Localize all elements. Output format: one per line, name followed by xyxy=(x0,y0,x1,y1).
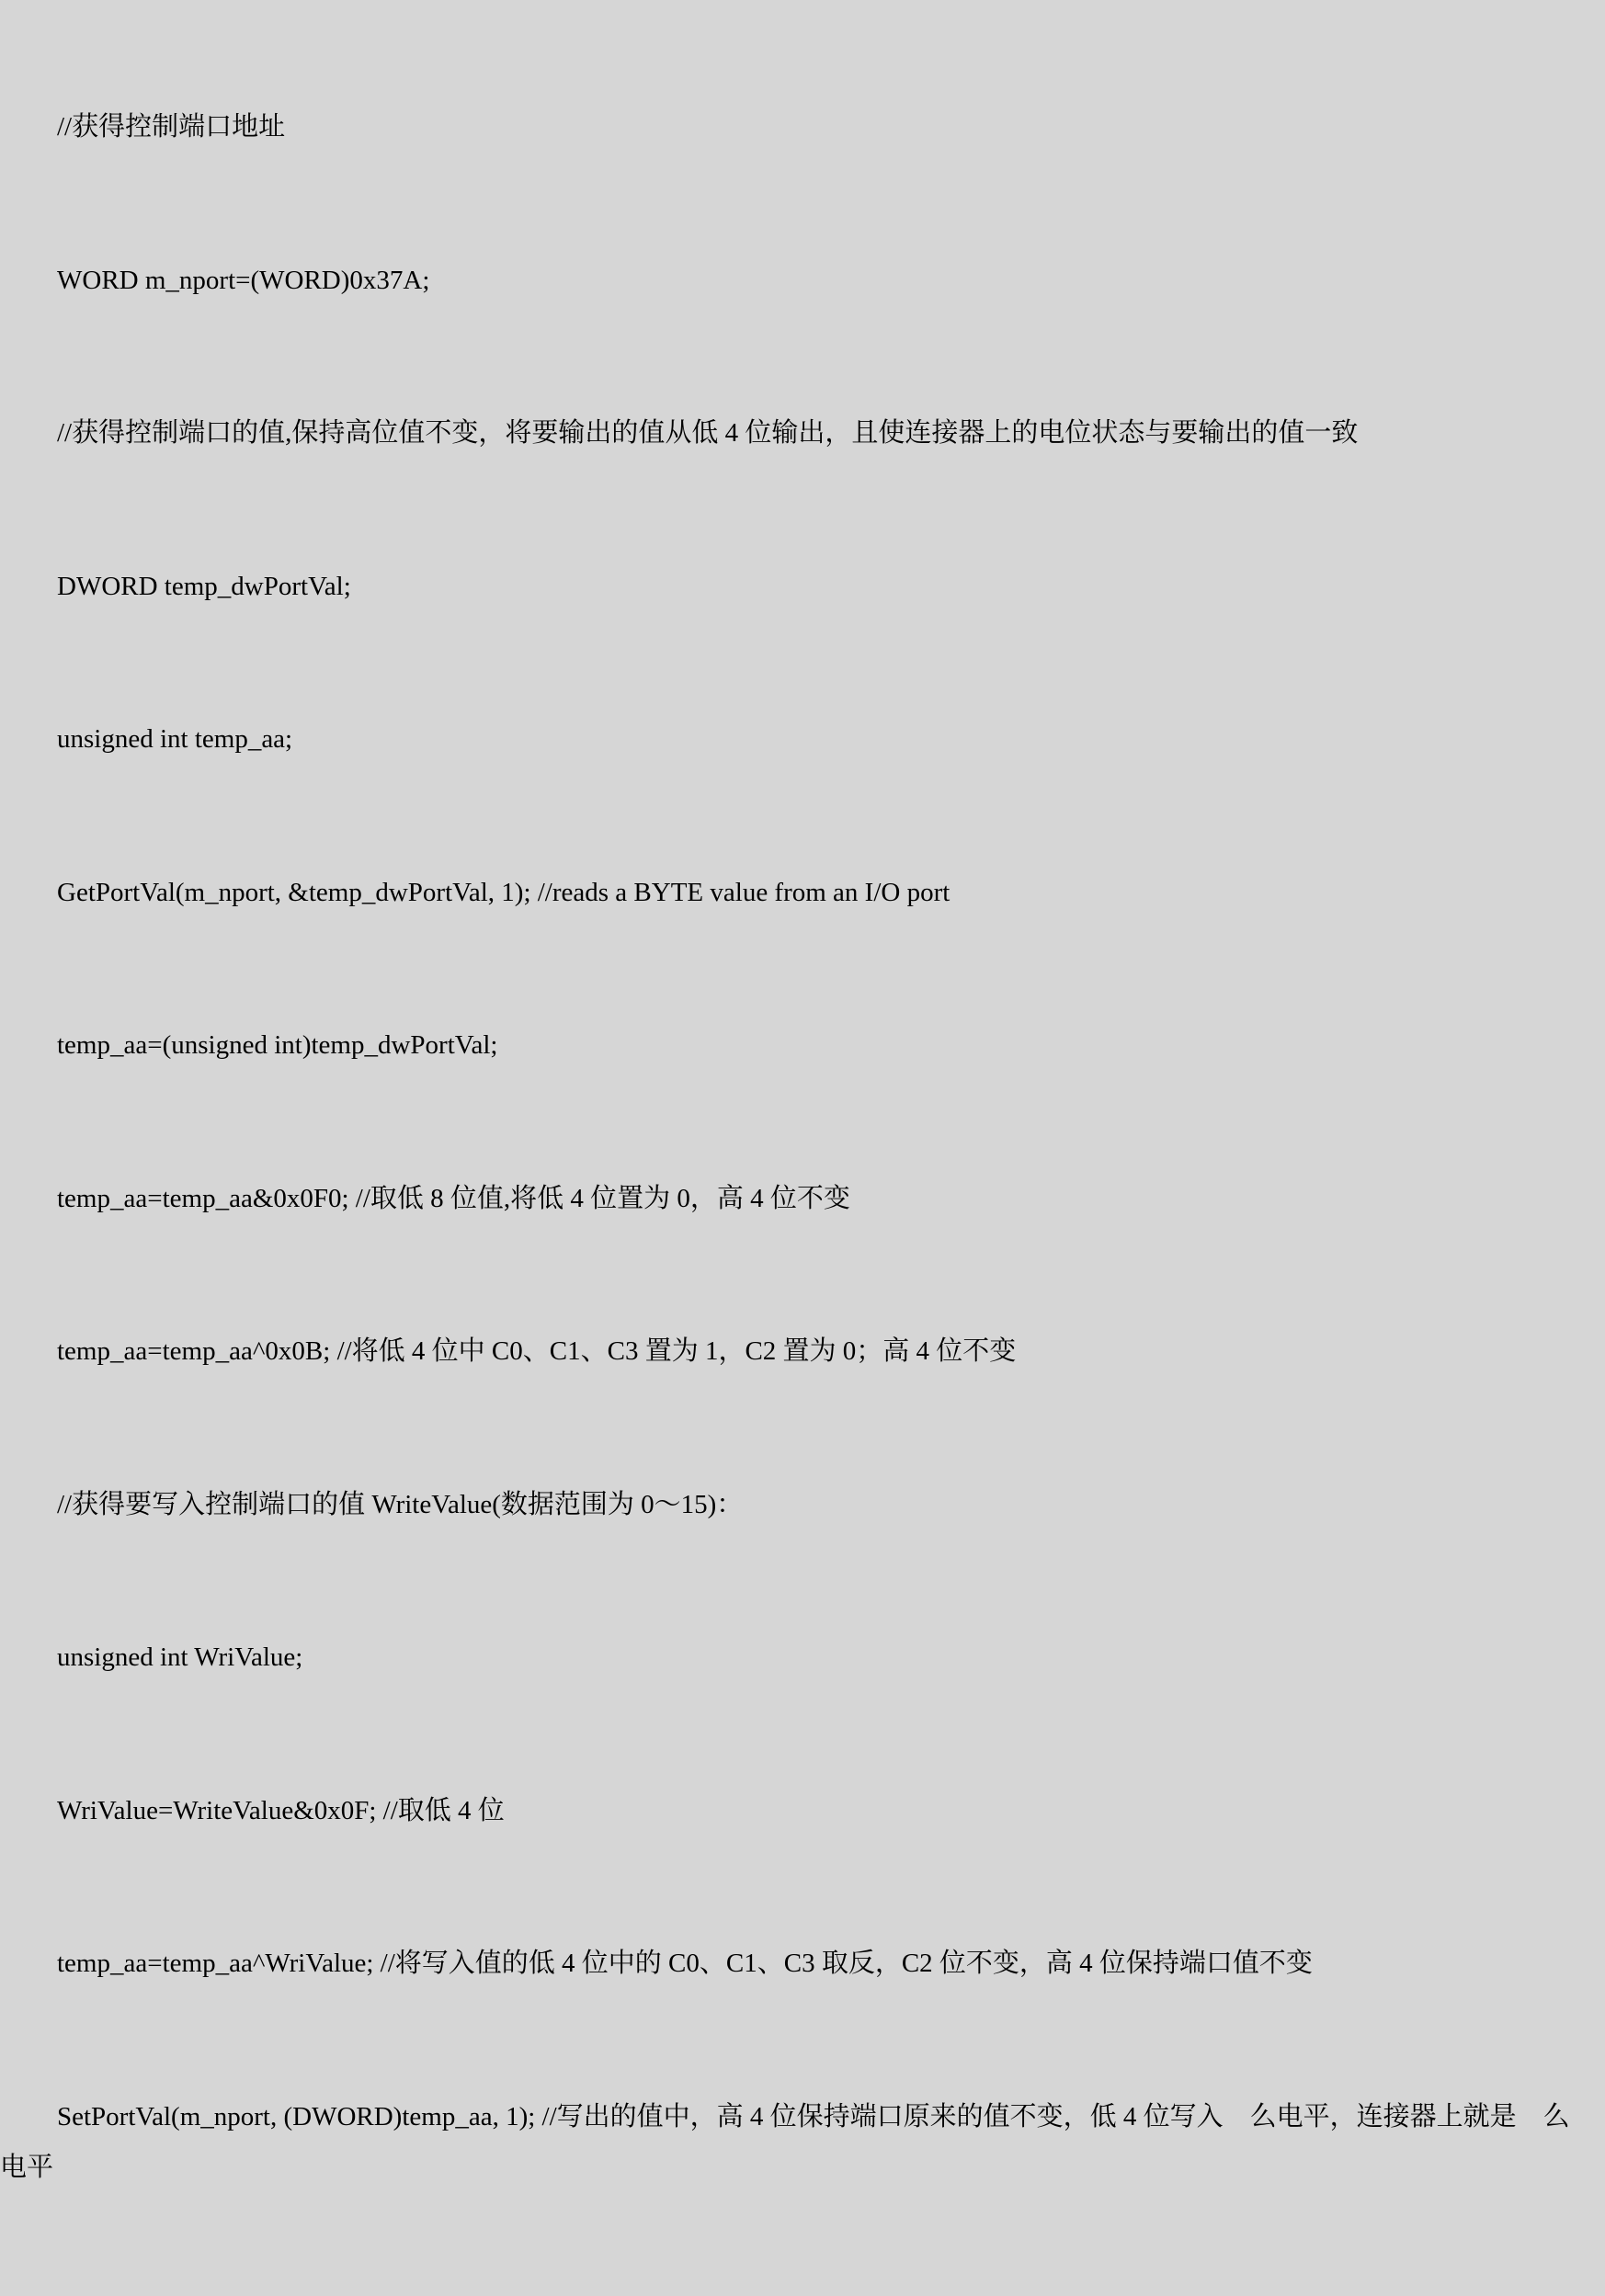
code-line: unsigned int temp_aa; xyxy=(57,724,293,754)
code-line: temp_aa=(unsigned int)temp_dwPortVal; xyxy=(57,1030,498,1060)
code-line: //获得控制端口地址 xyxy=(57,112,286,142)
code-line: temp_aa=temp_aa^WriValue; //将写入值的低 4 位中的 C0、C1、C3 取反，C2 位不变，高 4 位保持端口值不变 xyxy=(57,1949,1313,1978)
code-line: temp_aa=temp_aa^0x0B; //将低 4 位中 C0、C1、C3 置为 1，C2 置为 0；高 4 位不变 xyxy=(57,1336,1017,1366)
code-line: DWORD temp_dwPortVal; xyxy=(57,571,351,601)
code-line: WriValue=WriteValue&0x0F; //取低 4 位 xyxy=(57,1795,505,1825)
code-line: //获得要写入控制端口的值 WriteValue(数据范围为 0～15)： xyxy=(57,1489,744,1519)
code-line: SetPortVal(m_nport, (DWORD)temp_aa, 1); //写出的值中，高 4 位保持端口原来的值不变，低 4 位写入 么电平，连接器上就是 么电平 xyxy=(0,2101,1570,2182)
code-line: unsigned int WriValue; xyxy=(57,1642,303,1672)
code-line: temp_aa=temp_aa&0x0F0; //取低 8 位值,将低 4 位置为 0，高 4 位不变 xyxy=(57,1183,850,1213)
code-line: WORD m_nport=(WORD)0x37A; xyxy=(57,265,430,295)
code-line: GetPortVal(m_nport, &temp_dwPortVal, 1); //reads a BYTE value from an I/O port xyxy=(57,877,950,907)
code-line: //获得控制端口的值,保持高位值不变，将要输出的值从低 4 位输出，且使连接器上的电位状态与要输出的值一致 xyxy=(57,418,1359,448)
